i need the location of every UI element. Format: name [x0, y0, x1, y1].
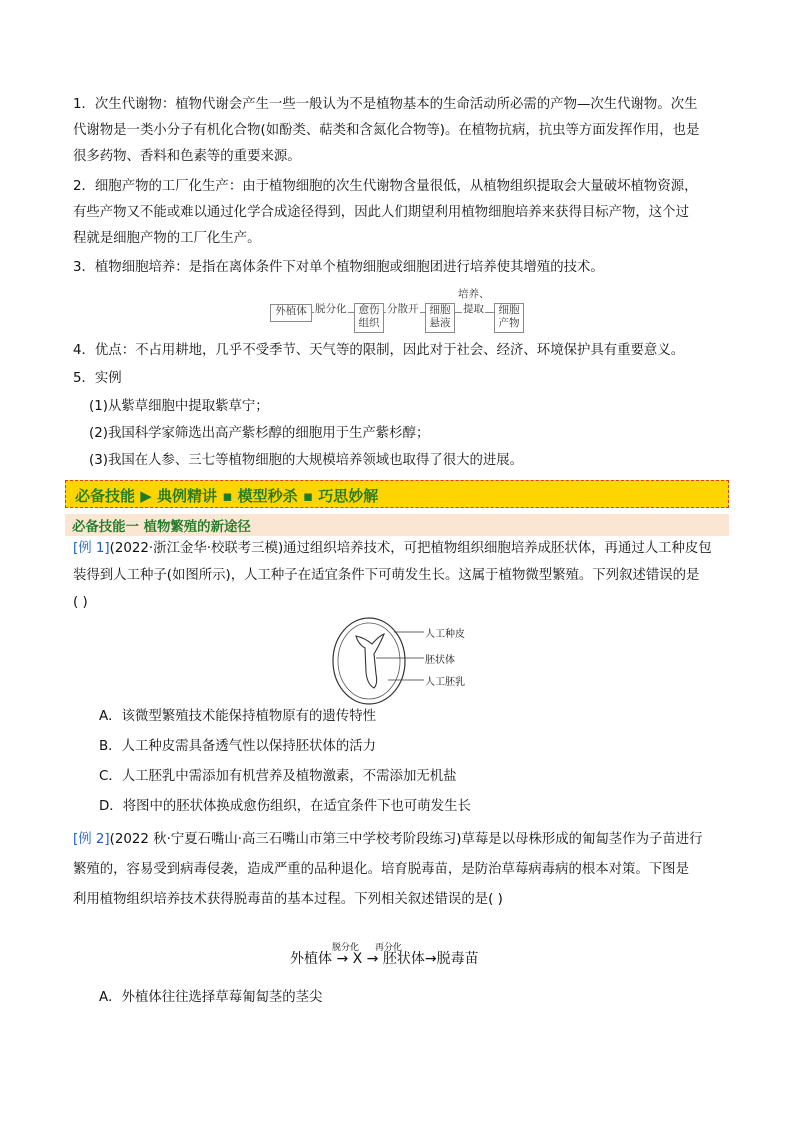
- culture-flow-diagram: [270, 288, 530, 334]
- example-3: (3)我国在人参、三七等植物细胞的大规模培养领域也取得了很大的进展。: [89, 453, 524, 468]
- flow-label-disperse: 分散开: [387, 303, 419, 315]
- flow-box-product: [494, 303, 524, 333]
- flow-box-suspension-line2: 悬液: [429, 317, 451, 329]
- para-4: 4．优点：不占用耕地，几乎不受季节、天气等的限制，因此对于社会、经济、环境保护具有重要意义。: [73, 343, 685, 358]
- q1-text-1: (2022·浙江金华·校联考三模)通过组织培养技术，可把植物组织细胞培养成胚状体，再通过人工种皮包: [109, 541, 712, 556]
- q2-line-1: [73, 830, 733, 850]
- para-3: 3．植物细胞培养：是指在离体条件下对单个植物细胞或细胞团进行培养使其增殖的技术。: [73, 260, 604, 275]
- q1-line-1: [73, 539, 733, 559]
- q2-text-1: (2022 秋·宁夏石嘴山·高三石嘴山市第三中学校考阶段练习)草莓是以母株形成的匍匐茎作为子苗进行: [109, 832, 703, 847]
- q1-line-3: ( ): [73, 595, 88, 610]
- para-2-line-2: 有些产物又不能或难以通过化学合成途径得到，因此人们期望利用植物细胞培养来获得目标产物，这个过: [73, 205, 689, 220]
- flow-box-product-line1: 细胞: [498, 304, 520, 316]
- skills-banner-text: 必备技能 ▶ 典例精讲 ▪ 模型秒杀 ▪ 巧思妙解: [75, 487, 379, 505]
- flow-box-suspension-line1: 细胞: [429, 304, 451, 316]
- q2-option-a: A．外植体往往选择草莓匍匐茎的茎尖: [99, 990, 323, 1005]
- flow-box-callus-line1: 愈伤: [358, 304, 380, 316]
- example-1: (1)从紫草细胞中提取紫草宁；: [89, 399, 269, 414]
- flow-label-extract: 提取: [463, 303, 484, 315]
- formula-sup-redifferentiation: 再分化: [375, 943, 403, 953]
- flow-label-dedifferentiation: 脱分化: [315, 303, 347, 315]
- q1-line-2: 装得到人工种子(如图所示)，人工种子在适宜条件下可萌发生长。这属于植物微型繁殖。下列叙述错误的是: [73, 568, 700, 583]
- para-1-line-3: 很多药物、香料和色素等的重要来源。: [73, 149, 301, 164]
- q1-option-c: C．人工胚乳中需添加有机营养及植物激素，不需添加无机盐: [99, 769, 457, 784]
- q1-option-b: B．人工种皮需具备透气性以保持胚状体的活力: [99, 739, 376, 754]
- para-1-line-1: 1．次生代谢物：植物代谢会产生一些一般认为不是植物基本的生命活动所必需的产物—次生代谢物。次生: [73, 97, 698, 112]
- seed-label-embryoid: 胚状体: [425, 655, 455, 666]
- section-heading-text: 必备技能一 植物繁殖的新途径: [72, 520, 251, 535]
- q2-line-2: 繁殖的，容易受到病毒侵袭，造成严重的品种退化。培育脱毒苗，是防治草莓病毒病的根本对策。下图是: [73, 862, 689, 877]
- q1-option-a: A．该微型繁殖技术能保持植物原有的遗传特性: [99, 709, 376, 724]
- formula-main: 外植体 → X → 胚状体→脱毒苗: [290, 951, 479, 967]
- q2-tag: [例 2]: [73, 832, 110, 847]
- flow-box-explant: 外植体: [270, 304, 312, 322]
- formula-sup-dedifferentiation: 脱分化: [332, 943, 360, 953]
- skills-banner: [65, 480, 729, 508]
- section-heading: [65, 514, 729, 536]
- flow-label-culture: 培养、: [458, 288, 490, 300]
- artificial-seed-figure: [332, 614, 472, 710]
- tissue-culture-formula: [290, 940, 520, 974]
- q1-tag: [例 1]: [73, 541, 110, 556]
- flow-box-callus-line2: 组织: [358, 317, 380, 329]
- flow-box-callus: [354, 303, 384, 333]
- q2-line-3: 利用植物组织培养技术获得脱毒苗的基本过程。下列相关叙述错误的是( ): [73, 892, 503, 907]
- flow-box-product-line2: 产物: [498, 317, 520, 329]
- para-2-line-3: 程就是细胞产物的工厂化生产。: [73, 231, 261, 246]
- example-2: (2)我国科学家筛选出高产紫杉醇的细胞用于生产紫杉醇；: [89, 426, 430, 441]
- para-5: 5．实例: [73, 371, 122, 386]
- flow-box-suspension: [425, 303, 455, 333]
- q1-option-d: D．将图中的胚状体换成愈伤组织，在适宜条件下也可萌发生长: [99, 799, 471, 814]
- para-2-line-1: 2．细胞产物的工厂化生产：由于植物细胞的次生代谢物含量很低，从植物组织提取会大量破坏植物资源，: [73, 179, 698, 194]
- para-1-line-2: 代谢物是一类小分子有机化合物(如酚类、萜类和含氮化合物等)。在植物抗病，抗虫等方面发挥作用，也是: [73, 123, 700, 138]
- seed-label-coat: 人工种皮: [425, 629, 465, 640]
- seed-label-endosperm: 人工胚乳: [425, 677, 465, 688]
